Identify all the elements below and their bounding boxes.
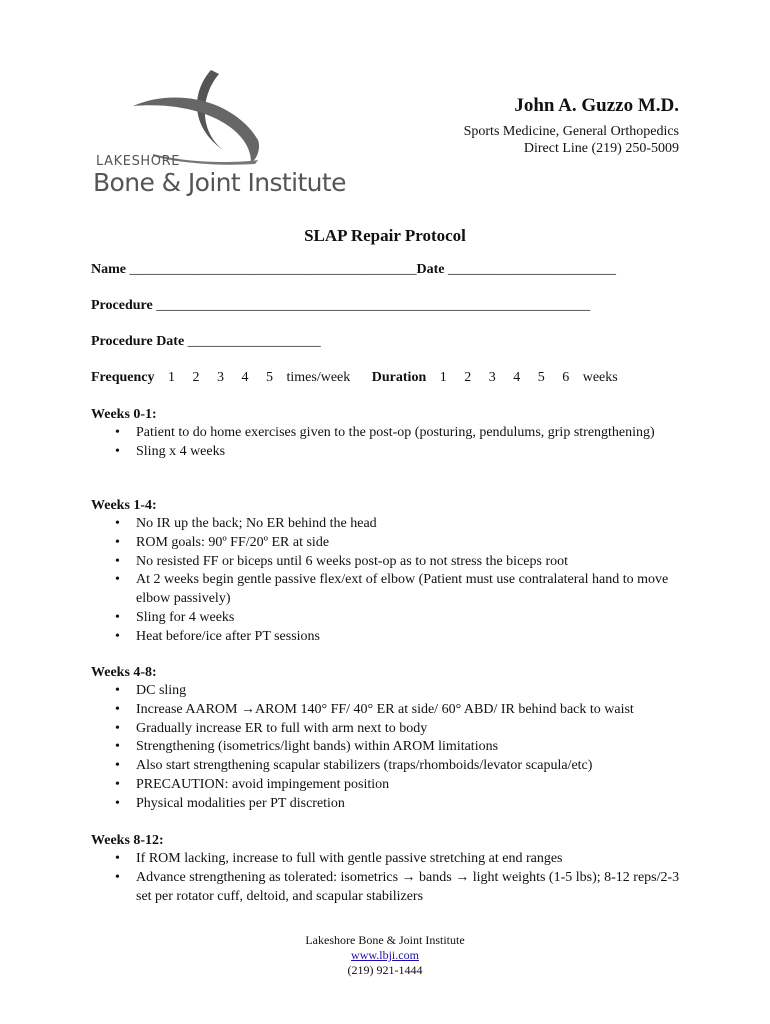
list-item (91, 850, 691, 869)
list-item (91, 571, 691, 609)
list-item (91, 609, 691, 628)
section-heading: Weeks 8-12: (91, 833, 164, 848)
list-item-text: Increase AAROM →AROM 140° FF/ 40° ER at side/ 60° ABD/ IR behind back to waist (136, 701, 634, 717)
page-title: SLAP Repair Protocol (304, 226, 466, 245)
swoosh-logo-icon (133, 70, 273, 165)
section-weeks-4-8 (91, 664, 691, 814)
page-footer (0, 933, 770, 978)
bullet-list (91, 515, 691, 647)
section-heading: Weeks 4-8: (91, 665, 157, 680)
bullet-list (91, 424, 691, 462)
list-item-text: Physical modalities per PT discretion (136, 795, 345, 811)
section-weeks-0-1 (91, 406, 691, 462)
date-label: Date (416, 262, 445, 277)
bullet-icon: • (115, 609, 120, 625)
bullet-icon: • (115, 739, 120, 755)
bullet-icon: • (115, 572, 120, 588)
procedure-date-label: Procedure Date (91, 334, 185, 349)
list-item (91, 424, 691, 443)
list-item (91, 682, 691, 701)
bullet-icon: • (115, 795, 120, 811)
name-field[interactable]: _________________________________________ (129, 262, 417, 277)
list-item (91, 515, 691, 534)
list-item-text: PRECAUTION: avoid impingement position (136, 776, 390, 792)
procedure-field[interactable]: ______________________________________________________________ (156, 298, 591, 313)
list-item (91, 628, 691, 647)
section-heading: Weeks 0-1: (91, 407, 157, 422)
duration-option[interactable]: 3 (488, 370, 496, 385)
date-field[interactable]: ________________________ (448, 262, 616, 277)
frequency-label: Frequency (91, 370, 155, 385)
doctor-specialty: Sports Medicine, General Orthopedics (463, 124, 679, 139)
duration-option[interactable]: 2 (464, 370, 472, 385)
doctor-phone: Direct Line (219) 250-5009 (523, 141, 679, 156)
list-item-text: Also start strengthening scapular stabilizers (traps/rhomboids/levator scapula/etc) (136, 758, 593, 774)
list-item-text: DC sling (136, 683, 187, 698)
frequency-option[interactable]: 4 (241, 370, 249, 385)
list-item (91, 534, 691, 553)
list-item (91, 738, 691, 757)
doctor-name: John A. Guzzo M.D. (514, 95, 679, 116)
bullet-icon: • (115, 720, 120, 736)
footer-phone: (219) 921-1444 (347, 963, 423, 977)
frequency-option[interactable]: 5 (266, 370, 274, 385)
duration-option[interactable]: 5 (537, 370, 545, 385)
duration-unit: weeks (582, 370, 618, 385)
list-item-text: ROM goals: 90º FF/20º ER at side (136, 534, 330, 550)
list-item (91, 701, 691, 720)
list-item (91, 757, 691, 776)
duration-option[interactable]: 6 (562, 370, 570, 385)
list-item-text: Strengthening (isometrics/light bands) within AROM limitations (136, 739, 499, 755)
list-item-text: Heat before/ice after PT sessions (136, 628, 321, 644)
bullet-icon: • (115, 776, 120, 792)
frequency-unit: times/week (286, 370, 351, 385)
procedure-date-row (91, 334, 321, 350)
bullet-icon: • (115, 443, 120, 459)
institute-logo (93, 70, 368, 200)
bullet-icon: • (115, 683, 120, 698)
list-item (91, 720, 691, 739)
footer-website-link[interactable]: www.lbji.com (351, 948, 419, 962)
list-item-text: Patient to do home exercises given to the post-op (posturing, pendulums, grip strengthening) (136, 425, 655, 440)
list-item-text: Gradually increase ER to full with arm next to body (136, 720, 428, 736)
bullet-icon: • (115, 425, 120, 440)
logo-name-big: Bone & Joint Institute (93, 168, 346, 197)
procedure-label: Procedure (91, 298, 153, 313)
bullet-icon: • (115, 534, 120, 550)
bullet-icon: • (115, 553, 120, 569)
frequency-option[interactable]: 1 (168, 370, 176, 385)
frequency-option[interactable]: 2 (192, 370, 200, 385)
section-heading: Weeks 1-4: (91, 498, 157, 513)
bullet-icon: • (115, 869, 120, 885)
bullet-list (91, 682, 691, 814)
duration-option[interactable]: 1 (439, 370, 447, 385)
bullet-icon: • (115, 516, 120, 531)
list-item (91, 776, 691, 795)
list-item-text: Sling x 4 weeks (136, 443, 226, 459)
list-item (91, 553, 691, 572)
list-item-text: Advance strengthening as tolerated: isometrics → bands → light weights (1-5 lbs); 8-12 reps/2-3 set per rotator cuff, deltoid, and scapular stabilizers (136, 869, 680, 904)
bullet-icon: • (115, 851, 120, 866)
bullet-list (91, 850, 691, 906)
list-item-text: At 2 weeks begin gentle passive flex/ext of elbow (Patient must use contralateral hand to move elbow passively) (136, 572, 669, 607)
frequency-duration-row (91, 370, 618, 386)
section-weeks-8-12 (91, 832, 691, 906)
procedure-date-field[interactable]: ___________________ (187, 334, 321, 349)
doctor-header (464, 95, 679, 157)
list-item-text: No resisted FF or biceps until 6 weeks post-op as to not stress the biceps root (136, 553, 569, 569)
name-date-row (91, 262, 616, 278)
logo-name-small: LAKESHORE (96, 154, 181, 169)
bullet-icon: • (115, 701, 120, 717)
section-weeks-1-4 (91, 497, 691, 647)
procedure-row (91, 298, 590, 314)
bullet-icon: • (115, 758, 120, 774)
name-label: Name (91, 262, 126, 277)
list-item-text: Sling for 4 weeks (136, 609, 235, 625)
list-item (91, 869, 691, 907)
duration-option[interactable]: 4 (513, 370, 521, 385)
frequency-option[interactable]: 3 (217, 370, 225, 385)
list-item-text: No IR up the back; No ER behind the head (136, 516, 377, 531)
bullet-icon: • (115, 628, 120, 644)
footer-org: Lakeshore Bone & Joint Institute (305, 933, 465, 947)
list-item (91, 795, 691, 814)
list-item-text: If ROM lacking, increase to full with gentle passive stretching at end ranges (136, 851, 563, 866)
duration-label: Duration (371, 370, 427, 385)
list-item (91, 443, 691, 462)
